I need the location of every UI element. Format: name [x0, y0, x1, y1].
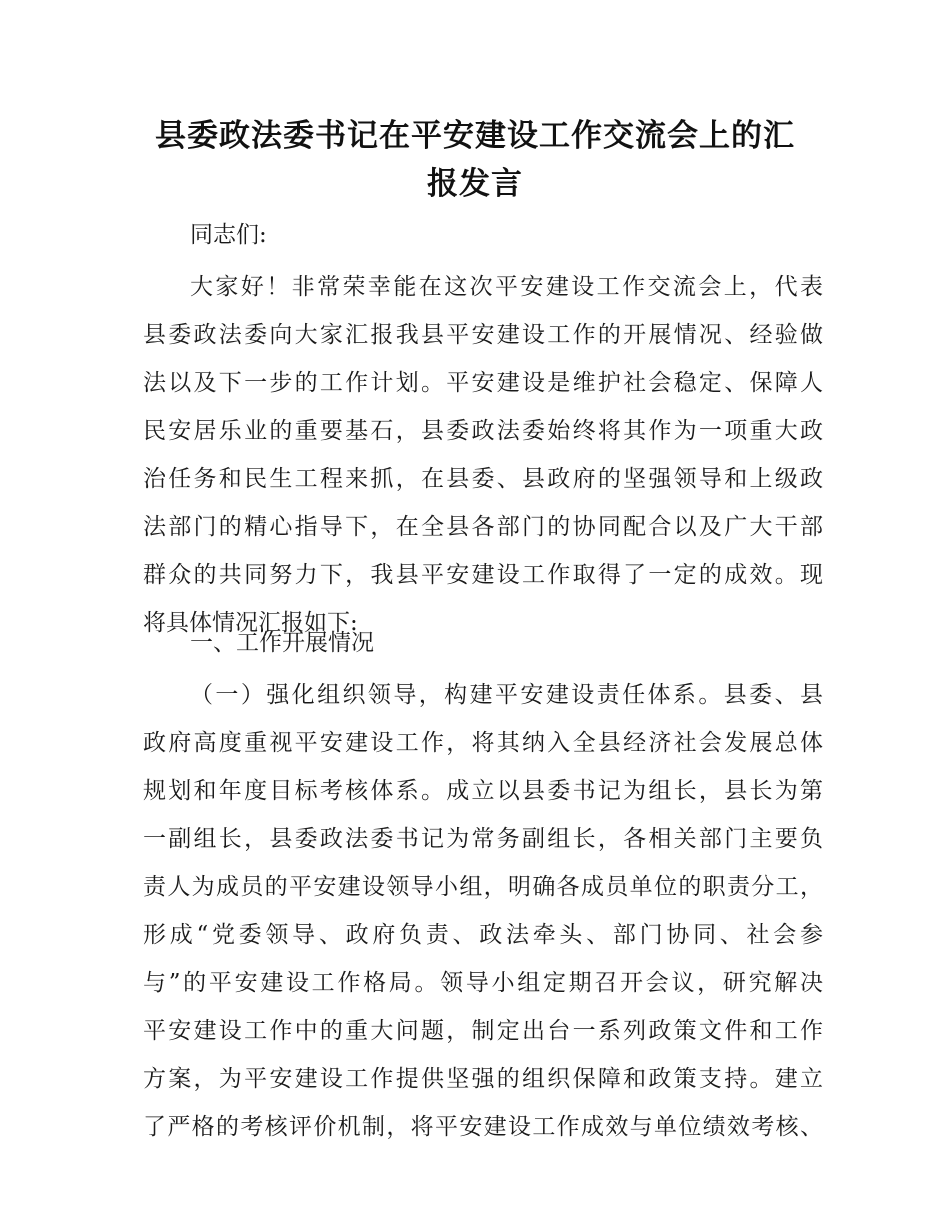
paragraph-line: 治任务和民生工程来抓，在县委、县政府的坚强领导和上级政	[143, 466, 823, 492]
paragraph-line: 与”的平安建设工作格局。领导小组定期召开会议，研究解决	[143, 970, 823, 996]
paragraph-line: 法部门的精心指导下，在全县各部门的协同配合以及广大干部	[143, 514, 823, 540]
paragraph-line: 群众的共同努力下，我县平安建设工作取得了一定的成效。现	[143, 562, 823, 588]
paragraph-line: 县委政法委向大家汇报我县平安建设工作的开展情况、经验做	[143, 322, 823, 348]
paragraph-line: 将具体情况汇报如下:	[143, 610, 358, 636]
paragraph-line: 平安建设工作中的重大问题，制定出台一系列政策文件和工作	[143, 1018, 823, 1044]
paragraph-line: 规划和年度目标考核体系。成立以县委书记为组长，县长为第	[143, 778, 823, 804]
section-heading: 一、工作开展情况	[190, 630, 374, 656]
paragraph-line: 大家好！非常荣幸能在这次平安建设工作交流会上，代表	[190, 274, 823, 300]
document-title-line-2: 报发言	[427, 166, 523, 202]
paragraph-line: 方案，为平安建设工作提供坚强的组织保障和政策支持。建立	[143, 1066, 823, 1092]
paragraph-line: 政府高度重视平安建设工作，将其纳入全县经济社会发展总体	[143, 730, 823, 756]
paragraph-line: 形成“党委领导、政府负责、政法牵头、部门协同、社会参	[143, 922, 823, 948]
paragraph-line: 了严格的考核评价机制，将平安建设工作成效与单位绩效考核、	[143, 1114, 823, 1140]
paragraph-line: 法以及下一步的工作计划。平安建设是维护社会稳定、保障人	[143, 370, 823, 396]
paragraph-line: 责人为成员的平安建设领导小组，明确各成员单位的职责分工，	[143, 874, 823, 900]
salutation: 同志们:	[190, 222, 267, 248]
document-title-line-1: 县委政法委书记在平安建设工作交流会上的汇	[155, 118, 795, 154]
paragraph-line: 民安居乐业的重要基石，县委政法委始终将其作为一项重大政	[143, 418, 823, 444]
paragraph-line: （一）强化组织领导，构建平安建设责任体系。县委、县	[190, 682, 823, 708]
paragraph-line: 一副组长，县委政法委书记为常务副组长，各相关部门主要负	[143, 826, 823, 852]
